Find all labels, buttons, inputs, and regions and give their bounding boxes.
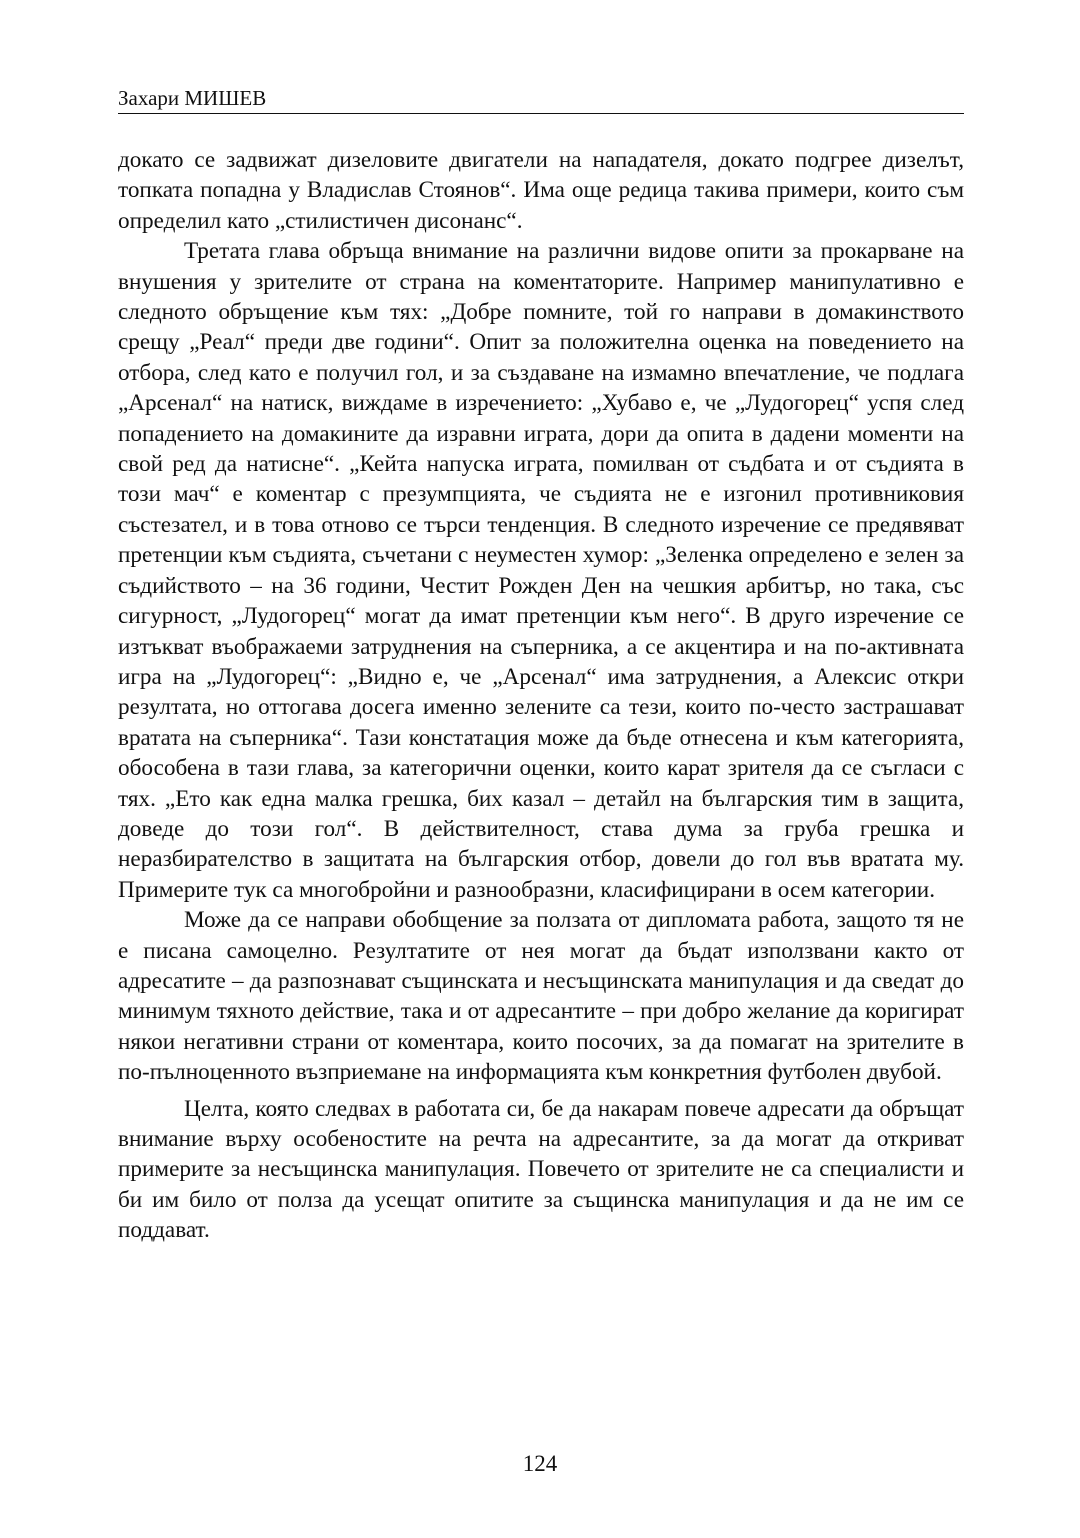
page-number: 124	[522, 1451, 558, 1476]
running-head: Захари МИШЕВ	[118, 86, 964, 114]
paragraph-summary: Може да се направи обобщение за ползата от дипломата работа, защото тя не е писана самоцелно. Резултатите от нея могат да бъдат използвани както от адресатите – да разпознават същинската и несъщинската манипулация и да сведат до минимум тяхното действие, така и от адресантите – при добро желание да коригират някои негативни страни от коментара, които посочих, за да помагат на зрителите в по-пълноценното възприемане на информацията към конкретния футболен двубой.	[118, 907, 964, 1086]
paragraph-third-chapter: Третата глава обръща внимание на различни видове опити за прокарване на внушения у зрителите от страна на коментаторите. Например манипулативно е следното обръщение към тях: „Добре помните, той го направи в домакинството срещу „Реал“ преди две години“. Опит за положителна оценка на поведението на отбора, след като е получил гол, и за създаване на измамно впечатление, че подлага „Арсенал“ на натиск, виждаме в изречението: „Хубаво е, че „Лудогорец“ успя след попадението на домакините да изравни играта, дори да опита в дадени моменти на свой ред да натисне“. „Кейта напуска играта, помилван от съдбата и от съдията в този мач“ е коментар с презумпцията, че съдията не е изгонил противниковия състезател, и в това отново се търси тенденция. В следното изречение се предявяват претенции към съдията, съчетани с неуместен хумор: „Зеленка определено е зелен за съдийството – на 36 години, Честит Рожден Ден на чешкия арбитър, но така, със сигурност, „Лудогорец“ могат да имат претенции към него“. В друго изречение се изтъкват въображаеми затруднения на съперника, а се акцентира и на по-активната игра на „Лудогорец“: „Видно е, че „Арсенал“ има затруднения, а Алексис откри резултата, но оттогава досега именно зелените са тези, които по-често застрашават вратата на съперника“. Тази констатация може да бъде отнесена и към категорията, обособена в тази глава, за категорични оценки, които карат зрителя да се съгласи с тях. „Ето как една малка грешка, бих казал – детайл на българския тим в защита, доведе до този гол“. В действителност, става дума за груба грешка и неразбирателство в защитата на българския отбор, довели до гол във вратата му. Примерите тук са многобройни и разнообразни, класифицирани в осем категории.	[118, 238, 964, 903]
paragraph-continuation: докато се задвижат дизеловите двигатели на нападателя, докато подгрее дизелът, топката попадна у Владислав Стоянов“. Има още редица такива примери, които съм определил като „стилистичен дисонанс“.	[118, 147, 964, 234]
body-text	[118, 145, 964, 1246]
paragraph-goal: Целта, която следвах в работата си, бе да накарам повече адресати да обръщат внимание върху особеностите на речта на адресантите, за да могат да откриват примерите за несъщинска манипулация. Повечето от зрителите не са специалисти и би им било от полза да усещат опитите за същинска манипулация и да не им се поддават.	[118, 1095, 964, 1244]
